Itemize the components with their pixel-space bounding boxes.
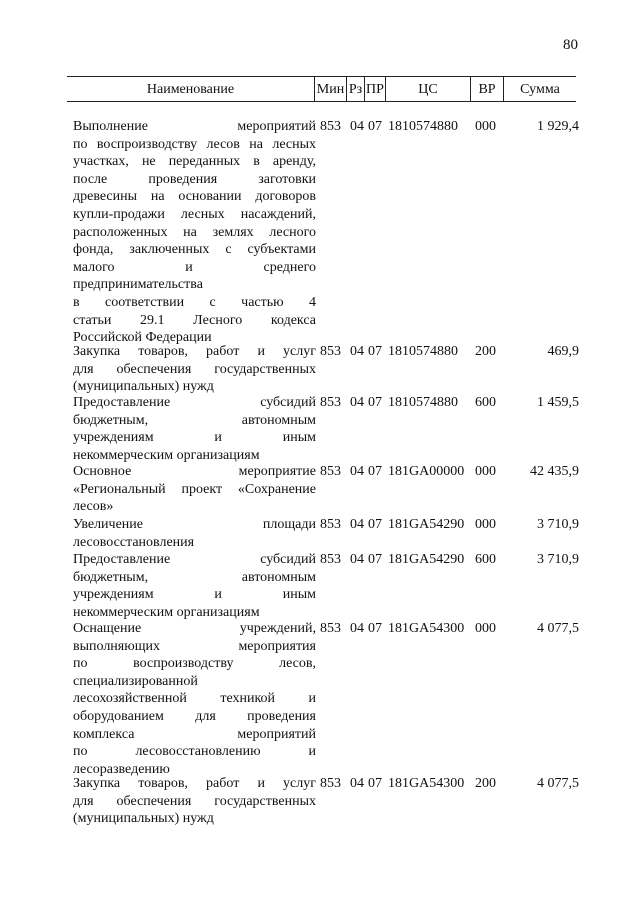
- row-min: 853: [320, 517, 341, 532]
- row-name-line: расположенных на землях лесного: [73, 224, 316, 240]
- row-name: [73, 118, 316, 347]
- row-rz: 04: [350, 119, 364, 134]
- row-name-line: оборудованием для проведения: [73, 708, 316, 724]
- row-name-line: специализированной: [73, 673, 198, 689]
- row-sum: 1 929,4: [537, 119, 579, 134]
- row-name-line: малого и среднего: [73, 259, 316, 275]
- row-cs: 1810574880: [388, 344, 458, 359]
- row-rz: 04: [350, 552, 364, 567]
- row-sum: 42 435,9: [530, 464, 579, 479]
- row-name-line: (муниципальных) нужд: [73, 379, 214, 395]
- row-name-line: комплекса мероприятий: [73, 726, 316, 742]
- row-rz: 04: [350, 395, 364, 410]
- row-vr: 600: [475, 552, 496, 567]
- row-name-line: некоммерческим организациям: [73, 447, 260, 463]
- row-rz: 04: [350, 776, 364, 791]
- page-number: 80: [563, 37, 578, 53]
- header-top-rule: [67, 76, 576, 77]
- row-vr: 200: [475, 776, 496, 791]
- row-name-line: учреждениям и иным: [73, 430, 316, 446]
- row-min: 853: [320, 776, 341, 791]
- header-sum: Сумма: [520, 82, 560, 97]
- row-rz: 04: [350, 621, 364, 636]
- row-name: [73, 551, 316, 621]
- row-name-line: фонда, заключенных с субъектами: [73, 242, 316, 258]
- row-name-line: для обеспечения государственных: [73, 361, 316, 377]
- header-name: Наименование: [146, 82, 235, 97]
- row-pr: 07: [368, 776, 382, 791]
- row-name-line: для обеспечения государственных: [73, 793, 316, 809]
- row-name: [73, 775, 316, 828]
- row-min: 853: [320, 395, 341, 410]
- row-pr: 07: [368, 552, 382, 567]
- header-cs: ЦС: [418, 82, 438, 97]
- row-min: 853: [320, 552, 341, 567]
- row-name-line: бюджетным, автономным: [73, 412, 316, 428]
- header-rz: Рз: [348, 82, 363, 97]
- row-sum: 469,9: [547, 344, 579, 359]
- row-name: [73, 343, 316, 396]
- row-min: 853: [320, 344, 341, 359]
- row-name-line: купли-продажи лесных насаждений,: [73, 206, 316, 222]
- row-name: [73, 620, 316, 778]
- row-name-line: статьи 29.1 Лесного кодекса: [73, 312, 316, 328]
- row-name-line: предпринимательства: [73, 277, 203, 293]
- row-name-line: Предоставление субсидий: [73, 552, 316, 567]
- row-sum: 4 077,5: [537, 621, 579, 636]
- row-sum: 1 459,5: [537, 395, 579, 410]
- header-pr: ПР: [366, 82, 384, 97]
- row-name-line: в соответствии с частью 4: [73, 294, 316, 310]
- row-sum: 3 710,9: [537, 552, 579, 567]
- row-pr: 07: [368, 621, 382, 636]
- header-min: Мин: [316, 82, 345, 97]
- row-vr: 600: [475, 395, 496, 410]
- row-name-line: Предоставление субсидий: [73, 395, 316, 410]
- row-pr: 07: [368, 517, 382, 532]
- row-cs: 181GA54300: [388, 776, 465, 791]
- row-name-line: по лесовосстановлению и: [73, 744, 316, 760]
- row-name-line: лесов»: [73, 499, 114, 515]
- row-name-line: Оснащение учреждений,: [73, 621, 316, 636]
- row-name: [73, 463, 316, 516]
- row-min: 853: [320, 464, 341, 479]
- row-name-line: учреждениям и иным: [73, 587, 316, 603]
- row-name-line: Закупка товаров, работ и услуг: [73, 776, 316, 791]
- row-name-line: бюджетным, автономным: [73, 569, 316, 585]
- row-name-line: по воспроизводству лесов,: [73, 656, 316, 672]
- row-name-line: лесовосстановления: [73, 534, 195, 550]
- row-vr: 000: [475, 517, 496, 532]
- header-bottom-rule: [67, 101, 576, 102]
- row-vr: 000: [475, 621, 496, 636]
- row-name-line: древесины на основании договоров: [73, 189, 316, 205]
- row-cs: 181GA54290: [388, 552, 465, 567]
- row-pr: 07: [368, 395, 382, 410]
- row-rz: 04: [350, 464, 364, 479]
- row-cs: 1810574880: [388, 119, 458, 134]
- row-vr: 000: [475, 119, 496, 134]
- row-name-line: некоммерческим организациям: [73, 604, 260, 620]
- row-name-line: (муниципальных) нужд: [73, 811, 214, 827]
- row-name-line: после проведения заготовки: [73, 171, 316, 187]
- row-name-line: лесохозяйственной техникой и: [73, 691, 316, 707]
- row-cs: 181GA54290: [388, 517, 465, 532]
- row-name-line: лесоразведению: [73, 761, 170, 777]
- row-name-line: участках, не переданных в аренду,: [73, 154, 316, 170]
- row-rz: 04: [350, 517, 364, 532]
- row-name-line: Увеличение площади: [73, 517, 316, 532]
- row-min: 853: [320, 119, 341, 134]
- row-cs: 181GA54300: [388, 621, 465, 636]
- row-name-line: Выполнение мероприятий: [73, 119, 316, 134]
- row-name-line: выполняющих мероприятия: [73, 638, 316, 654]
- row-name-line: Основное мероприятие: [73, 464, 316, 479]
- row-name: [73, 516, 316, 551]
- row-sum: 3 710,9: [537, 517, 579, 532]
- row-pr: 07: [368, 119, 382, 134]
- row-sum: 4 077,5: [537, 776, 579, 791]
- row-vr: 000: [475, 464, 496, 479]
- row-name-line: Закупка товаров, работ и услуг: [73, 344, 316, 359]
- row-name: [73, 394, 316, 464]
- row-rz: 04: [350, 344, 364, 359]
- row-cs: 1810574880: [388, 395, 458, 410]
- row-name-line: Российской Федерации: [73, 330, 212, 346]
- row-pr: 07: [368, 464, 382, 479]
- row-cs: 181GA00000: [388, 464, 465, 479]
- row-min: 853: [320, 621, 341, 636]
- row-name-line: по воспроизводству лесов на лесных: [73, 136, 316, 152]
- row-vr: 200: [475, 344, 496, 359]
- row-pr: 07: [368, 344, 382, 359]
- row-name-line: «Региональный проект «Сохранение: [73, 481, 316, 497]
- header-vr: ВР: [478, 82, 496, 97]
